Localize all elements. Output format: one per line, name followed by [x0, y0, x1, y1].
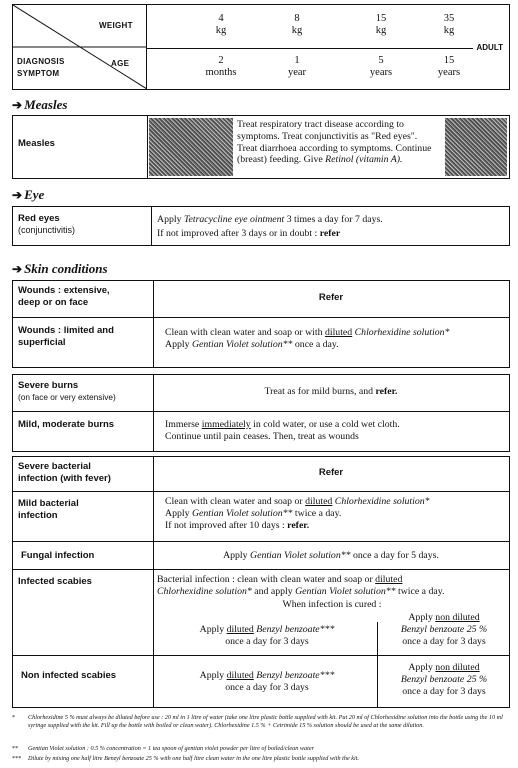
eye-treatment: Apply Tetracycline eye ointment 3 times a day for 7 days. If not improved after 3 days or in doubt : refer	[157, 214, 383, 239]
weight-label: WEIGHT	[99, 21, 133, 30]
row-fungal: Fungal infection Apply Gentian Violet solution** once a day for 5 days.	[13, 541, 509, 569]
section-title-measles: ➔ Measles	[12, 97, 68, 112]
dosage-header-table	[12, 4, 510, 90]
shaded-cell-left	[149, 118, 233, 176]
shaded-cell-right	[445, 118, 507, 176]
row-bacterial-severe: Severe bacterial infection (with fever) Refer	[13, 457, 509, 491]
weight-col-3: 15 kg	[375, 13, 387, 37]
eye-box	[12, 206, 510, 246]
footnote-3: *** Dilute by mixing one half litre Benzyl benzoate 25 % with one half litre clean water in the one litre plastic bottle supplied with the kit.	[12, 755, 359, 762]
age-col-3: 5 years	[369, 55, 393, 79]
measles-treatment: Treat respiratory tract disease according to symptoms. Treat conjunctivitis as "Red eyes". Treat diarrhoea according to symptoms. Continue (breast) feeding. Give Retinol (vitamin A).	[237, 119, 432, 166]
row-infected-scabies: Infected scabies Bacterial infection : clean with clean water and soap or diluted Chlorhexidine solution* and apply Gentian Violet solution** twice a day. When infection is cured : Apply diluted Benzyl benzoate*** once a day for 3 days Apply non diluted Benzyl benzoate 25 % once a day for 3 days	[13, 569, 509, 655]
arrow-right-icon: ➔	[12, 188, 23, 202]
measles-box	[12, 115, 510, 179]
footnote-2: ** Gentian Violet solution : 0.5 % concentration = 1 tea spoon of gentian violet powder per litre of boiled/clean water	[12, 745, 315, 752]
age-label: AGE	[111, 59, 130, 68]
burns-box	[12, 374, 510, 452]
row-bacterial-mild: Mild bacterial infection Clean with clean water and soap or diluted Chlorhexidine solution* Apply Gentian Violet solution** twice a day. If not improved after 10 days : refer.	[13, 491, 509, 541]
row-non-infected-scabies: Non infected scabies Apply diluted Benzyl benzoate*** once a day for 3 days Apply non diluted Benzyl benzoate 25 % once a day for 3 days	[13, 655, 509, 707]
row-burns-mild: Mild, moderate burns Immerse immediately in cold water, or use a cold wet cloth. Continue until pain ceases. Then, treat as wounds	[13, 411, 509, 451]
footnote-1: * Chlorhexidine 5 % must always be diluted before use : 20 ml in 1 litre of water (take one litre plastic bottle supplied with kit. Put 20 ml of Chlorhexidine solution into the bottle using the 10 ml syringe supplied with the kit. Fill up the bottle with boiled or clean water). Chlorhexidine 1.5 % + Cetrimide 15 % solution should be used at the same dilution.	[12, 714, 503, 729]
diagnosis-label: DIAGNOSIS	[17, 57, 65, 66]
measles-diagnosis: Measles	[18, 138, 55, 149]
arrow-right-icon: ➔	[12, 98, 23, 112]
row-wounds-extensive: Wounds : extensive, deep or on face Refer	[13, 281, 509, 317]
infections-box	[12, 456, 510, 708]
age-col-1: 2 months	[205, 55, 237, 79]
section-title-eye: ➔ Eye	[12, 187, 45, 202]
arrow-right-icon: ➔	[12, 262, 23, 276]
age-col-2: 1 year	[287, 55, 307, 79]
header-midline	[147, 48, 473, 49]
wounds-box	[12, 280, 510, 368]
header-corner-cell	[13, 5, 147, 89]
weight-col-4: 35 kg	[443, 13, 455, 37]
row-burns-severe: Severe burns (on face or very extensive) Treat as for mild burns, and refer.	[13, 375, 509, 411]
symptom-label: SYMPTOM	[17, 69, 60, 78]
adult-label: ADULT	[476, 43, 503, 52]
eye-diagnosis: Red eyes (conjunctivitis)	[18, 213, 76, 235]
weight-col-2: 8 kg	[291, 13, 303, 37]
weight-col-1: 4 kg	[215, 13, 227, 37]
row-wounds-limited: Wounds : limited and superficial Clean with clean water and soap or with diluted Chlorhexidine solution* Apply Gentian Violet solution** once a day.	[13, 317, 509, 367]
age-col-4: 15 years	[437, 55, 461, 79]
section-title-skin: ➔ Skin conditions	[12, 261, 108, 276]
